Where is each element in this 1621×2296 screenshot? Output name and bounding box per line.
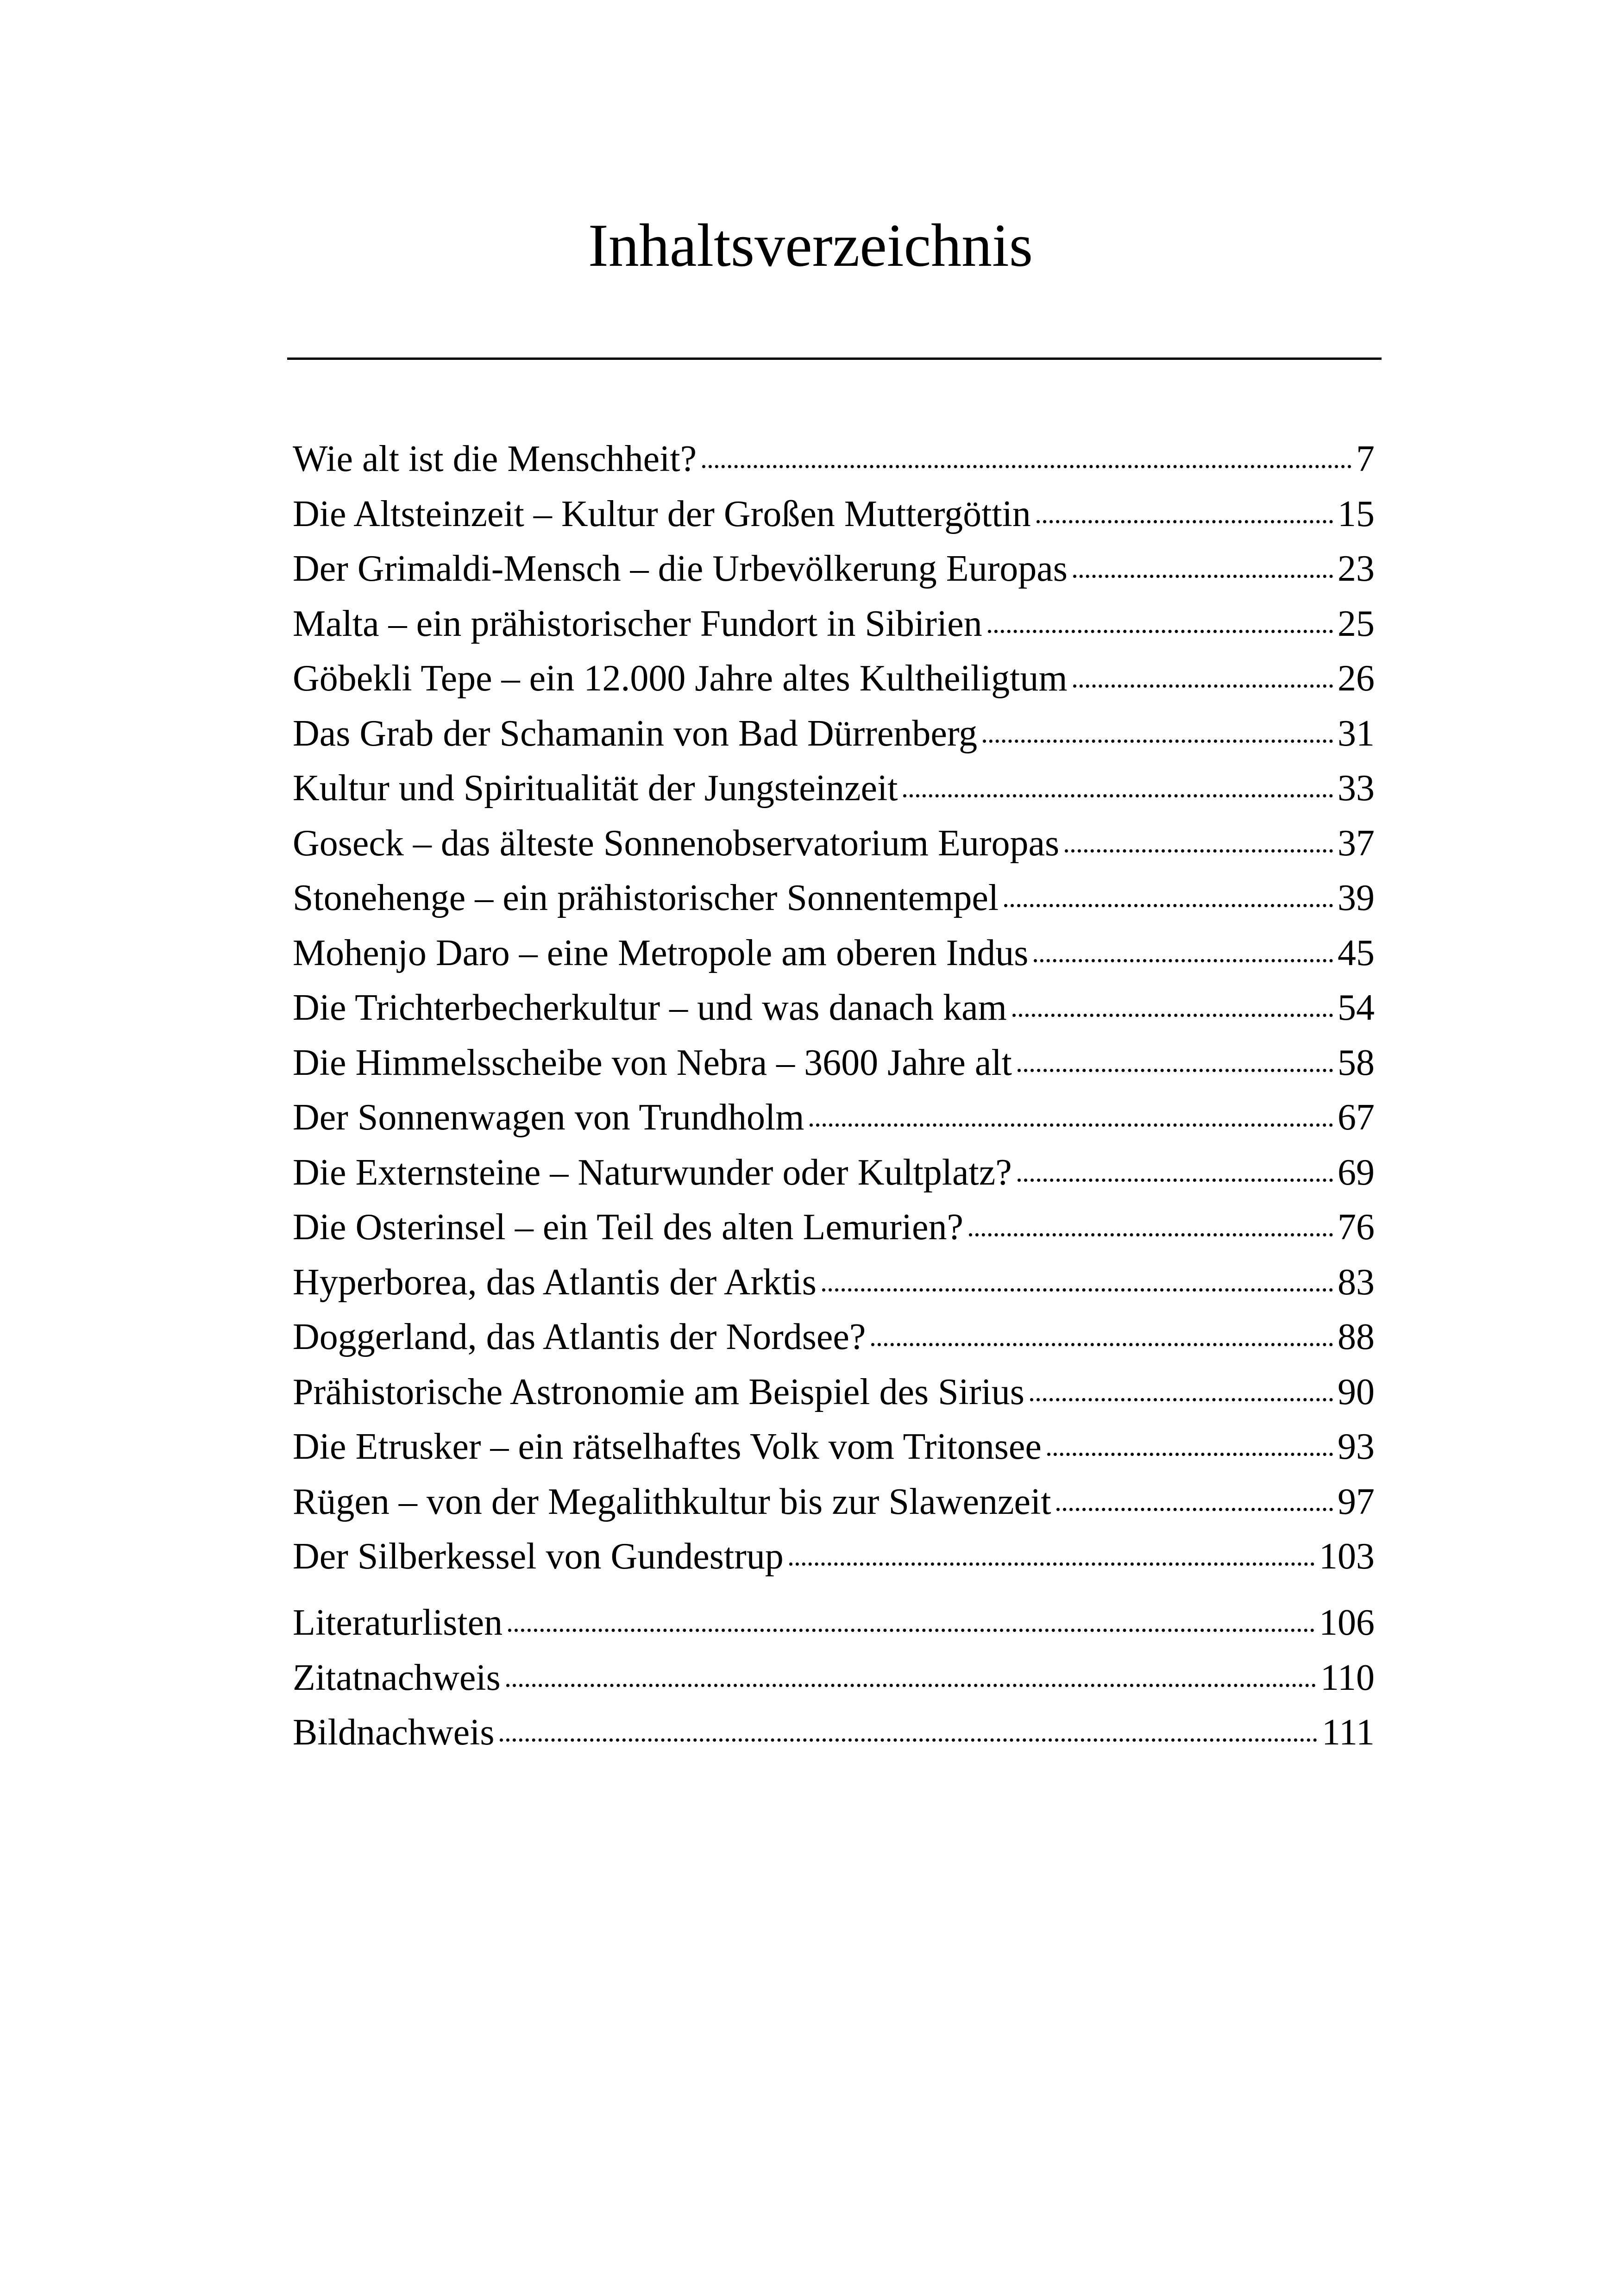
toc-entry <box>293 1595 1375 1650</box>
toc-dot-leader <box>702 465 1351 468</box>
toc-entry-page-number: 25 <box>1338 603 1375 644</box>
toc-entry-page-number: 58 <box>1338 1042 1375 1083</box>
toc-dot-leader <box>1037 520 1333 523</box>
toc-entry-page-number: 31 <box>1338 713 1375 754</box>
toc-entry-page-number: 106 <box>1319 1602 1375 1643</box>
toc-entry-page-number: 45 <box>1338 932 1375 973</box>
toc-entry-title: Der Grimaldi-Mensch – die Urbevölkerung Europas <box>293 548 1068 589</box>
toc-dot-leader <box>789 1562 1314 1566</box>
toc-entry-page-number: 15 <box>1338 493 1375 534</box>
toc-dot-leader <box>988 630 1333 633</box>
toc-entry-title: Goseck – das älteste Sonnenobservatorium Europas <box>293 822 1060 864</box>
toc-entry <box>293 1650 1375 1706</box>
toc-dot-leader <box>871 1343 1333 1346</box>
toc-entry <box>293 596 1375 652</box>
toc-dot-leader <box>1056 1508 1333 1511</box>
toc-entry-title: Hyperborea, das Atlantis der Arktis <box>293 1261 817 1303</box>
toc-entry <box>293 487 1375 542</box>
toc-dot-leader <box>500 1738 1317 1742</box>
toc-entry-page-number: 103 <box>1319 1536 1375 1577</box>
page-title: Inhaltsverzeichnis <box>588 211 1033 279</box>
toc-dot-leader <box>1034 959 1333 962</box>
toc-entry-title: Der Sonnenwagen von Trundholm <box>293 1097 804 1138</box>
toc-entry-title: Wie alt ist die Menschheit? <box>293 439 697 479</box>
toc-entry-page-number: 54 <box>1338 987 1375 1028</box>
toc-entry <box>293 871 1375 926</box>
toc-entry-page-number: 39 <box>1338 878 1375 918</box>
toc-dot-leader <box>1073 575 1333 578</box>
toc-dot-leader <box>983 740 1333 743</box>
toc-dot-leader <box>1065 849 1333 853</box>
toc-dot-leader <box>1030 1398 1333 1401</box>
toc-entry-page-number: 7 <box>1356 439 1375 479</box>
toc-dot-leader <box>969 1233 1333 1236</box>
toc-entry <box>293 1474 1375 1530</box>
toc-entry <box>293 816 1375 871</box>
toc-dot-leader <box>1012 1014 1333 1017</box>
toc-entry-page-number: 93 <box>1338 1426 1375 1467</box>
toc-entry-title: Doggerland, das Atlantis der Nordsee? <box>293 1317 866 1357</box>
toc-entry <box>293 1365 1375 1420</box>
toc-entry-title: Die Osterinsel – ein Teil des alten Lemurien? <box>293 1207 964 1248</box>
toc-entry-title: Die Himmelsscheibe von Nebra – 3600 Jahre alt <box>293 1042 1012 1083</box>
toc-entry <box>293 761 1375 816</box>
toc-entry-page-number: 26 <box>1338 658 1375 699</box>
toc-entry-title: Die Altsteinzeit – Kultur der Großen Muttergöttin <box>293 493 1031 534</box>
toc-entry-title: Der Silberkessel von Gundestrup <box>293 1536 784 1577</box>
toc-dot-leader <box>1073 684 1333 688</box>
toc-entry-page-number: 33 <box>1338 768 1375 809</box>
toc-entry-title: Malta – ein prähistorischer Fundort in Sibirien <box>293 603 982 644</box>
toc-entry-page-number: 90 <box>1338 1371 1375 1412</box>
toc-entry-title: Literaturlisten <box>293 1602 503 1643</box>
toc-entry-title: Bildnachweis <box>293 1712 495 1753</box>
toc-entry <box>293 1145 1375 1200</box>
toc-entry <box>293 926 1375 981</box>
toc-entry-page-number: 83 <box>1338 1261 1375 1303</box>
toc-back-matter-list <box>293 1595 1375 1760</box>
toc-entry-page-number: 110 <box>1320 1657 1375 1698</box>
toc-entry <box>293 432 1375 487</box>
toc-entry <box>293 706 1375 761</box>
toc-entry-page-number: 111 <box>1321 1712 1375 1753</box>
toc-entry <box>293 1529 1375 1584</box>
toc-dot-leader <box>1047 1453 1333 1456</box>
toc-entry-page-number: 37 <box>1338 822 1375 864</box>
toc-entry-title: Die Externsteine – Naturwunder oder Kultplatz? <box>293 1152 1012 1193</box>
toc-entry-title: Die Trichterbecherkultur – und was danach kam <box>293 987 1007 1028</box>
toc-entry <box>293 1035 1375 1091</box>
toc-entry-page-number: 97 <box>1338 1481 1375 1522</box>
toc-entry-title: Zitatnachweis <box>293 1657 501 1698</box>
toc-dot-leader <box>1018 1069 1333 1072</box>
toc-entry <box>293 1310 1375 1365</box>
toc-dot-leader <box>1018 1179 1333 1182</box>
toc-dot-leader <box>508 1629 1314 1632</box>
toc-entry-title: Rügen – von der Megalithkultur bis zur Slawenzeit <box>293 1481 1051 1522</box>
toc-entry-title: Stonehenge – ein prähistorischer Sonnentempel <box>293 878 999 918</box>
title-divider <box>287 358 1382 360</box>
toc-entry <box>293 1200 1375 1255</box>
toc-dot-leader <box>810 1123 1333 1127</box>
toc-dot-leader <box>822 1288 1333 1292</box>
toc-dot-leader <box>1004 904 1333 907</box>
toc-entry <box>293 1705 1375 1760</box>
toc-dot-leader <box>506 1684 1316 1687</box>
toc-entry-title: Die Etrusker – ein rätselhaftes Volk vom Tritonsee <box>293 1426 1042 1467</box>
toc-entry-title: Kultur und Spiritualität der Jungsteinzeit <box>293 768 898 809</box>
toc-entry-title: Das Grab der Schamanin von Bad Dürrenberg <box>293 713 978 754</box>
toc-entry <box>293 541 1375 596</box>
toc-entry-page-number: 69 <box>1338 1152 1375 1193</box>
toc-entry-page-number: 76 <box>1338 1207 1375 1248</box>
toc-entry <box>293 651 1375 706</box>
toc-entry <box>293 1419 1375 1474</box>
toc-entry-title: Prähistorische Astronomie am Beispiel des Sirius <box>293 1371 1024 1412</box>
toc-dot-leader <box>903 794 1333 797</box>
toc-entry-page-number: 88 <box>1338 1317 1375 1357</box>
toc-entry-page-number: 67 <box>1338 1097 1375 1138</box>
toc-entry <box>293 1255 1375 1310</box>
toc-entry <box>293 980 1375 1035</box>
toc-entry-title: Mohenjo Daro – eine Metropole am oberen Indus <box>293 932 1029 973</box>
toc-entry-page-number: 23 <box>1338 548 1375 589</box>
toc-entry-title: Göbekli Tepe – ein 12.000 Jahre altes Kultheiligtum <box>293 658 1068 699</box>
toc-entry <box>293 1090 1375 1145</box>
toc-chapter-list <box>293 432 1375 1584</box>
